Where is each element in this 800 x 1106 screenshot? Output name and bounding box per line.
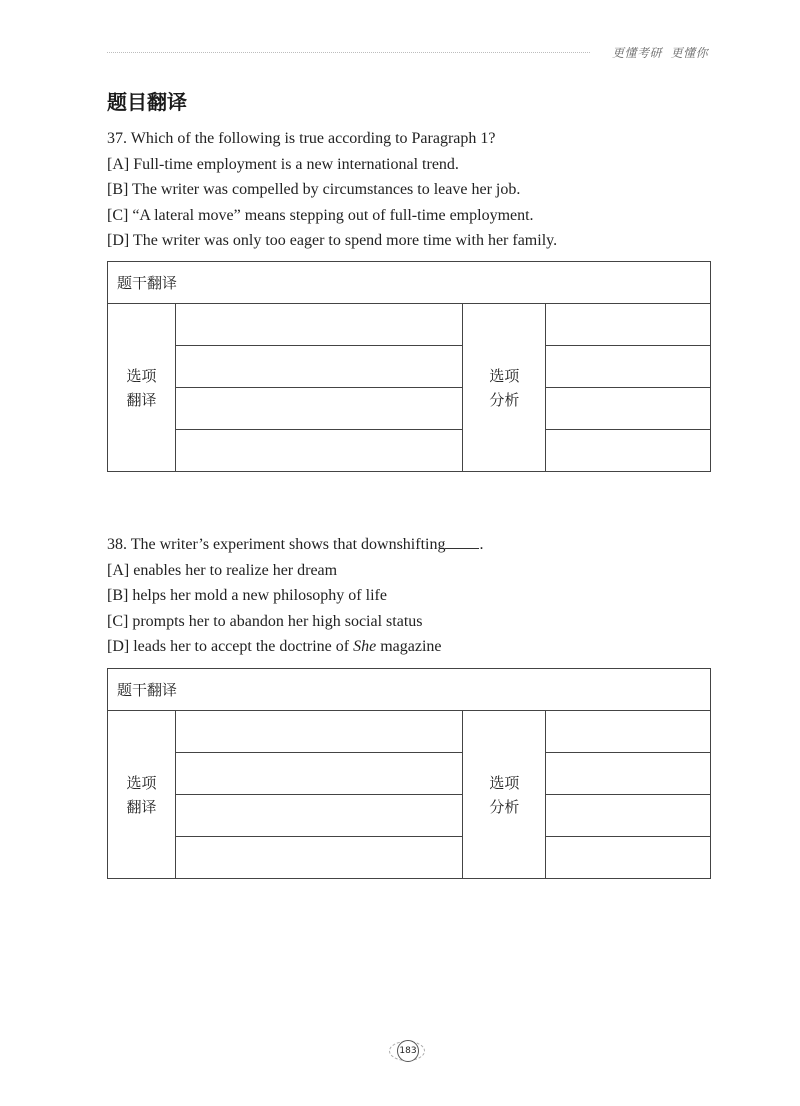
option-translation-row[interactable]	[175, 753, 462, 795]
question-38	[107, 532, 727, 660]
option-translation-row[interactable]	[175, 346, 462, 388]
option-analysis-label: 选项	[489, 366, 520, 385]
magazine-title: She	[353, 638, 377, 655]
question-37	[107, 126, 727, 254]
stem-translation-cell[interactable]	[108, 262, 711, 304]
question-stem	[107, 532, 727, 558]
option-d: [D] The writer was only too eager to spend more time with her family.	[107, 232, 558, 249]
option-analysis-label-cell	[463, 304, 546, 472]
option-c: [C] prompts her to abandon her high social status	[107, 612, 423, 630]
option-analysis-row[interactable]	[546, 711, 711, 753]
stem-text-end: .	[479, 536, 484, 553]
option-translation-label-cell	[108, 304, 176, 472]
page-number: 183	[397, 1040, 419, 1062]
question-stem: 37. Which of the following is true according to Paragraph 1?	[107, 130, 496, 147]
option-analysis-row[interactable]	[546, 753, 711, 795]
page-number-badge	[389, 1038, 425, 1062]
option-analysis-label-cell	[463, 711, 546, 879]
option-analysis-label: 分析	[489, 390, 520, 409]
option-a: [A] enables her to realize her dream	[107, 561, 338, 579]
option-b: [B] The writer was compelled by circumstances to leave her job.	[107, 181, 521, 198]
option-translation-label: 选项	[126, 773, 157, 792]
answer-table-38	[107, 668, 711, 879]
option-analysis-row[interactable]	[546, 837, 711, 879]
option-analysis-row[interactable]	[546, 388, 711, 430]
option-translation-row[interactable]	[175, 388, 462, 430]
option-translation-row[interactable]	[175, 304, 462, 346]
option-c: [C] “A lateral move” means stepping out of full-time employment.	[107, 206, 534, 224]
option-analysis-row[interactable]	[546, 304, 711, 346]
section-title: 题目翻译	[107, 90, 187, 114]
option-translation-row[interactable]	[175, 795, 462, 837]
option-analysis-row[interactable]	[546, 430, 711, 472]
option-analysis-row[interactable]	[546, 795, 711, 837]
stem-text: 38. The writer’s experiment shows that downshifting	[107, 536, 446, 553]
stem-translation-label: 题干翻译	[117, 681, 178, 699]
answer-table-37	[107, 261, 711, 472]
option-d-text: [D] leads her to accept the doctrine of	[107, 638, 354, 655]
stem-translation-label: 题干翻译	[117, 274, 178, 292]
option-translation-row[interactable]	[175, 430, 462, 472]
option-a: [A] Full-time employment is a new international trend.	[107, 155, 459, 173]
option-translation-label: 选项	[126, 366, 157, 385]
answer-blank	[445, 534, 479, 549]
option-analysis-row[interactable]	[546, 346, 711, 388]
option-analysis-label: 分析	[489, 797, 520, 816]
option-translation-label: 翻译	[126, 797, 157, 816]
option-d-text-end: magazine	[376, 638, 442, 655]
option-d	[107, 634, 727, 660]
header-rule	[107, 52, 590, 53]
option-translation-label: 翻译	[126, 390, 157, 409]
option-analysis-label: 选项	[489, 773, 520, 792]
option-translation-label-cell	[108, 711, 176, 879]
option-translation-row[interactable]	[175, 837, 462, 879]
header-slogan: 更懂考研 更懂你	[612, 46, 709, 60]
stem-translation-cell[interactable]	[108, 669, 711, 711]
option-translation-row[interactable]	[175, 711, 462, 753]
option-b: [B] helps her mold a new philosophy of life	[107, 587, 387, 604]
